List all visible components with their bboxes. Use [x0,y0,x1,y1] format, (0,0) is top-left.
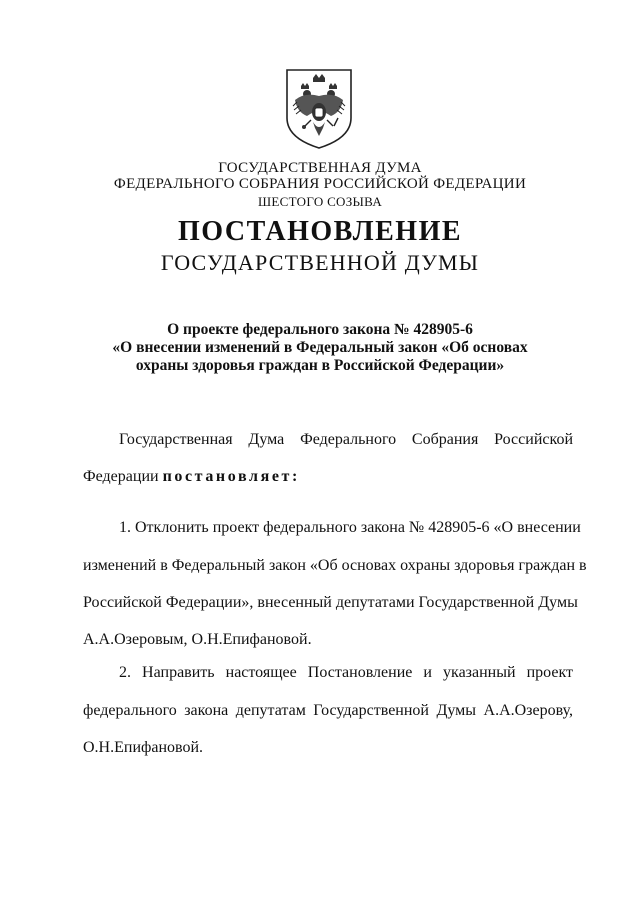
paragraph-2-line-2: федерального закона депутатам Государственной Думы А.А.Озерову, [83,702,573,719]
org-line-2: ФЕДЕРАЛЬНОГО СОБРАНИЯ РОССИЙСКОЙ ФЕДЕРАЦИИ [113,176,527,192]
paragraph-1-line-2: изменений в Федеральный закон «Об основах охраны здоровья граждан в [83,557,587,574]
document-title: ПОСТАНОВЛЕНИЕ [177,216,463,247]
about-line-3: охраны здоровья граждан в Российской Федерации» [135,357,505,374]
org-line-1: ГОСУДАРСТВЕННАЯ ДУМА [218,160,422,176]
paragraph-1-line-4: А.А.Озеровым, О.Н.Епифановой. [83,631,312,648]
resolves-keyword: постановляет: [162,468,300,485]
paragraph-1-line-3: Российской Федерации», внесенный депутатами Государственной Думы [83,594,578,611]
document-subtitle: ГОСУДАРСТВЕННОЙ ДУМЫ [160,250,480,275]
org-line-3: ШЕСТОГО СОЗЫВА [257,194,383,209]
about-line-1: О проекте федерального закона № 428905-6 [167,321,473,338]
paragraph-2-line-1: 2. Направить настоящее Постановление и указанный проект [119,664,573,681]
paragraph-2-line-3: О.Н.Епифановой. [83,739,204,756]
paragraph-1-line-1: 1. Отклонить проект федерального закона № 428905-6 «О внесении [119,519,581,536]
intro-line-2 [83,468,573,486]
intro-line-1: Государственная Дума Федерального Собрания Российской [119,431,573,448]
coat-of-arms-icon [283,66,355,150]
intro-line-2-text: Федерации [83,468,163,485]
about-line-2: «О внесении изменений в Федеральный закон «Об основах [112,339,528,356]
